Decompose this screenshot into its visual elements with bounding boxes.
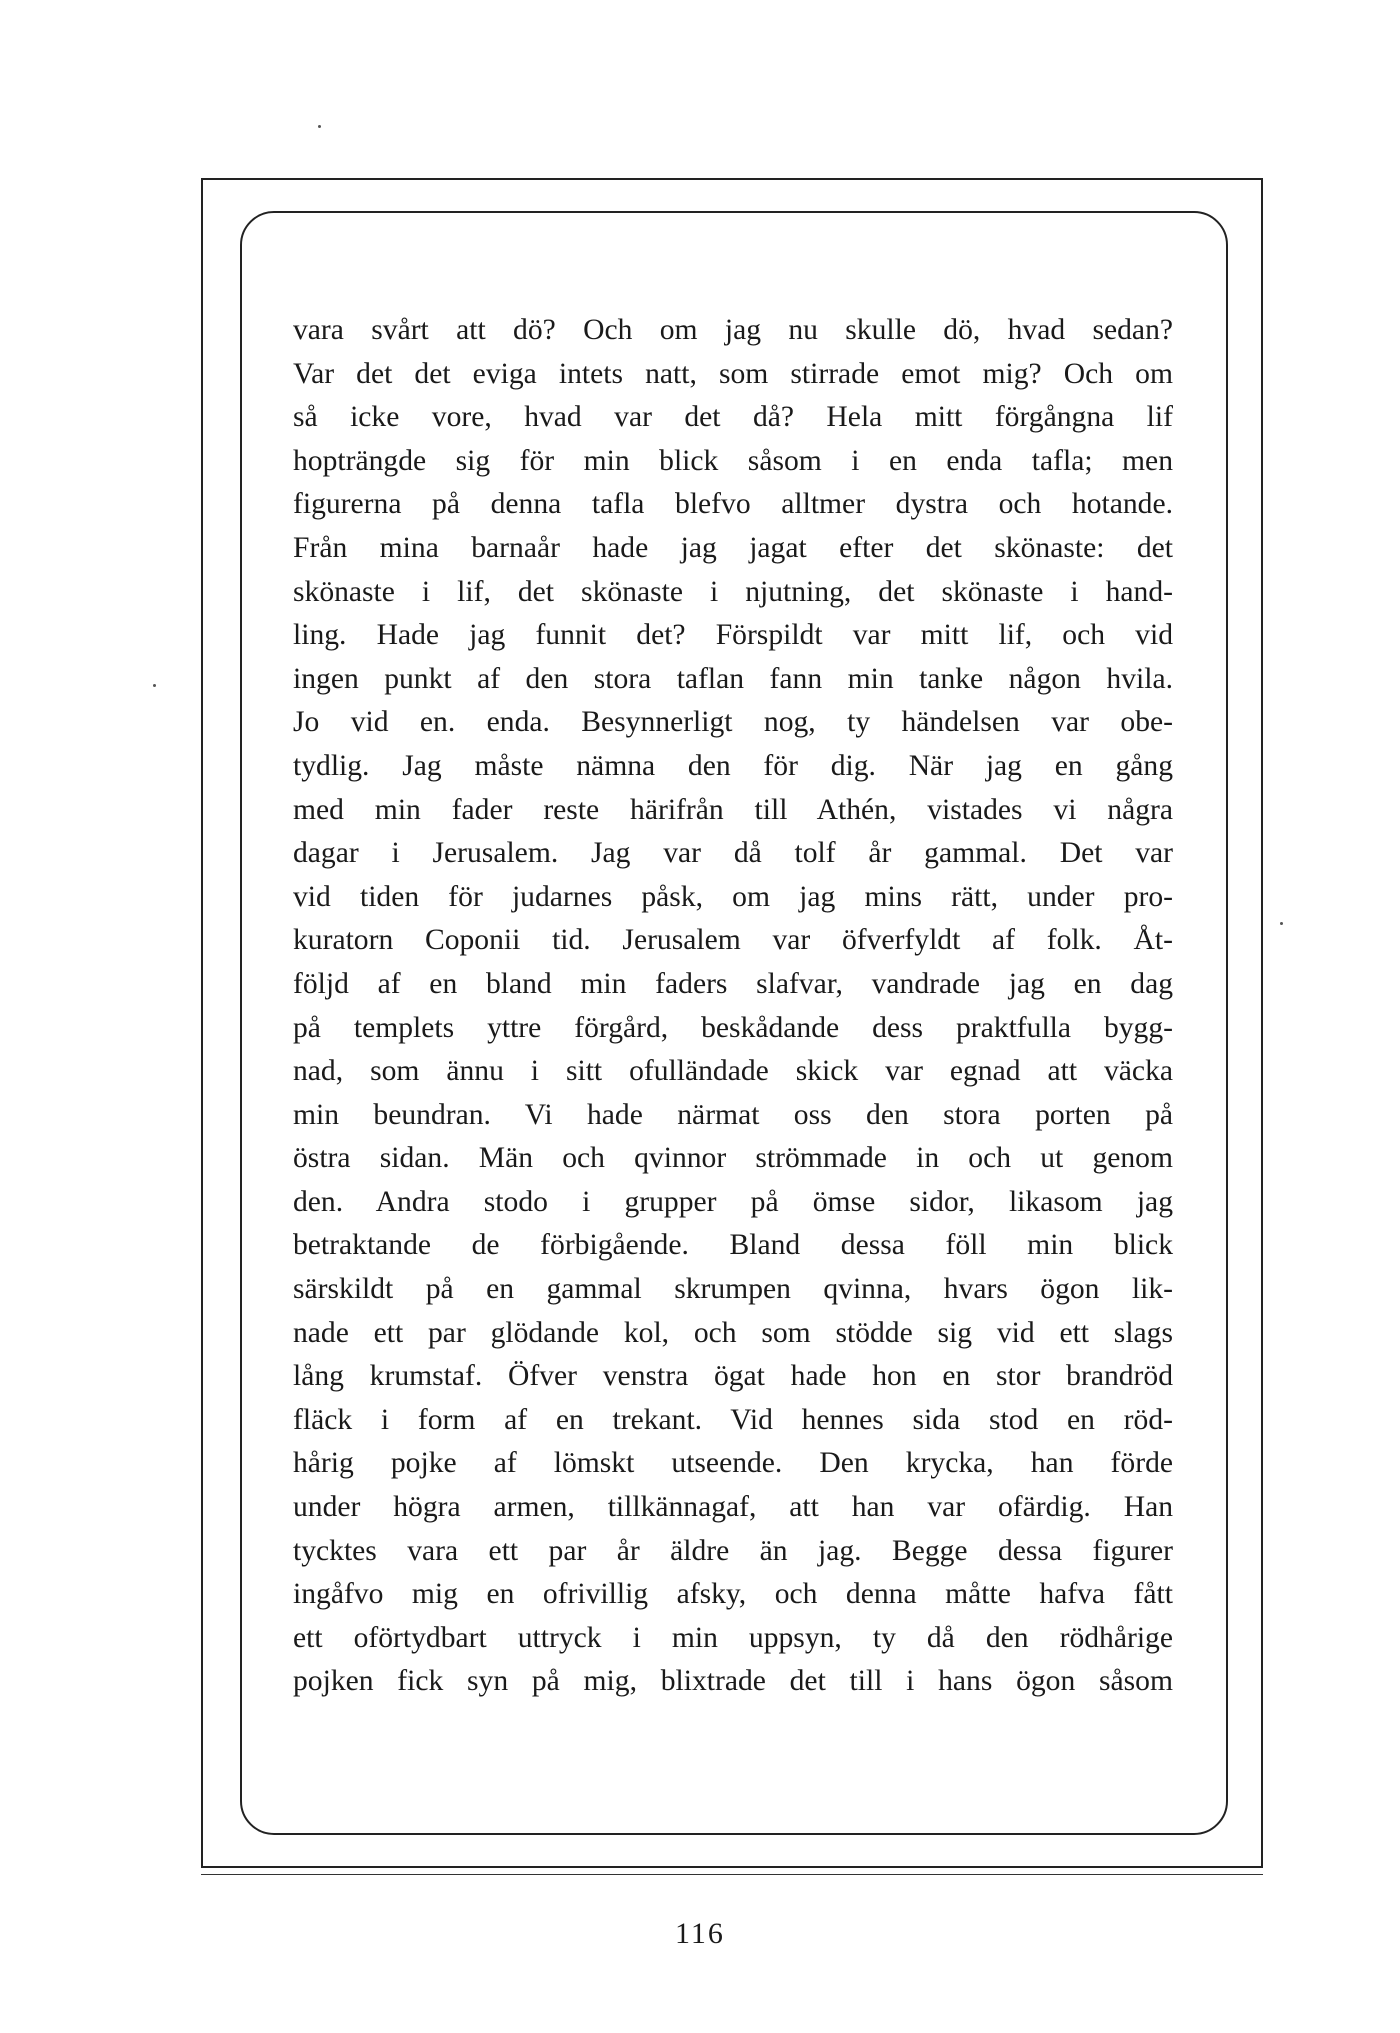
body-text	[293, 309, 1173, 1704]
text-line: lång krumstaf. Öfver venstra ögat hade hon en stor brandröd	[293, 1360, 1173, 1393]
scan-speck	[318, 125, 321, 128]
text-line: på templets yttre förgård, beskådande dess praktfulla bygg-	[293, 1011, 1173, 1044]
text-line: tycktes vara ett par år äldre än jag. Begge dessa figurer	[293, 1534, 1173, 1567]
text-line: betraktande de förbigående. Bland dessa föll min blick	[293, 1229, 1173, 1262]
text-line: Var det det eviga intets natt, som stirrade emot mig? Och om	[293, 357, 1173, 390]
text-line: nade ett par glödande kol, och som stödde sig vid ett slags	[293, 1316, 1173, 1349]
text-line: vid tiden för judarnes påsk, om jag mins rätt, under pro-	[293, 880, 1173, 913]
text-line: ingåfvo mig en ofrivillig afsky, och denna måtte hafva fått	[293, 1578, 1173, 1611]
text-line: ling. Hade jag funnit det? Förspildt var mitt lif, och vid	[293, 619, 1173, 652]
text-line: ett oförtydbart uttryck i min uppsyn, ty då den rödhårige	[293, 1621, 1173, 1654]
text-line: skönaste i lif, det skönaste i njutning, det skönaste i hand-	[293, 575, 1173, 608]
text-line: under högra armen, tillkännagaf, att han var ofärdig. Han	[293, 1491, 1173, 1524]
text-line: så icke vore, hvad var det då? Hela mitt förgångna lif	[293, 401, 1173, 434]
text-line: Jo vid en. enda. Besynnerligt nog, ty händelsen var obe-	[293, 706, 1173, 739]
text-line: Från mina barnaår hade jag jagat efter det skönaste: det	[293, 531, 1173, 564]
text-line: figurerna på denna tafla blefvo alltmer dystra och hotande.	[293, 488, 1173, 521]
text-line: fläck i form af en trekant. Vid hennes sida stod en röd-	[293, 1403, 1173, 1436]
text-line: östra sidan. Män och qvinnor strömmade in och ut genom	[293, 1142, 1173, 1175]
text-line: min beundran. Vi hade närmat oss den stora porten på	[293, 1098, 1173, 1131]
text-line: dagar i Jerusalem. Jag var då tolf år gammal. Det var	[293, 837, 1173, 870]
text-line: med min fader reste härifrån till Athén, vistades vi några	[293, 793, 1173, 826]
scan-speck	[153, 684, 156, 687]
text-line: nad, som ännu i sitt ofulländade skick var egnad att väcka	[293, 1055, 1173, 1088]
text-line: tydlig. Jag måste nämna den för dig. När jag en gång	[293, 749, 1173, 782]
text-line: följd af en bland min faders slafvar, vandrade jag en dag	[293, 967, 1173, 1000]
text-line: särskildt på en gammal skrumpen qvinna, hvars ögon lik-	[293, 1273, 1173, 1306]
page-number: 116	[675, 1917, 725, 1950]
text-line: hopträngde sig för min blick såsom i en enda tafla; men	[293, 444, 1173, 477]
scan-speck	[1280, 922, 1283, 925]
text-line: pojken fick syn på mig, blixtrade det till i hans ögon såsom	[293, 1665, 1173, 1698]
text-line: kuratorn Coponii tid. Jerusalem var öfverfyldt af folk. Åt-	[293, 924, 1173, 957]
text-line: ingen punkt af den stora taflan fann min tanke någon hvila.	[293, 662, 1173, 695]
text-line: den. Andra stodo i grupper på ömse sidor, likasom jag	[293, 1185, 1173, 1218]
outer-page-border-rule	[201, 1874, 1263, 1875]
text-line: hårig pojke af lömskt utseende. Den krycka, han förde	[293, 1447, 1173, 1480]
text-line: vara svårt att dö? Och om jag nu skulle dö, hvad sedan?	[293, 314, 1173, 346]
